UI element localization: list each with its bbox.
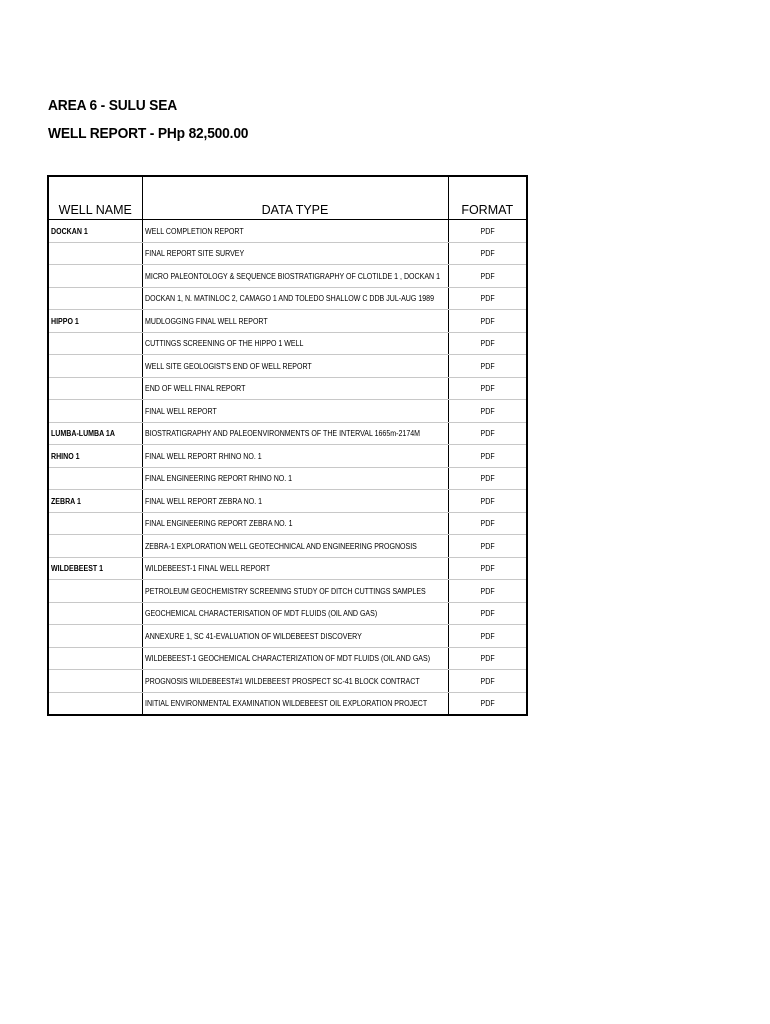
well-name-cell: DOCKAN 1 bbox=[48, 220, 142, 243]
data-type-cell: FINAL REPORT SITE SURVEY bbox=[142, 242, 448, 265]
data-type-cell: FINAL WELL REPORT bbox=[142, 400, 448, 423]
table-row bbox=[48, 445, 527, 468]
well-name-cell bbox=[48, 602, 142, 625]
format-cell: PDF bbox=[448, 557, 527, 580]
format-cell: PDF bbox=[448, 332, 527, 355]
table-row bbox=[48, 220, 527, 243]
table-row bbox=[48, 512, 527, 535]
table-row bbox=[48, 355, 527, 378]
format-cell: PDF bbox=[448, 355, 527, 378]
header-well-name: WELL NAME bbox=[48, 176, 142, 220]
data-type-cell: ZEBRA-1 EXPLORATION WELL GEOTECHNICAL AND ENGINEERING PROGNOSIS bbox=[142, 535, 448, 558]
table-body bbox=[48, 220, 527, 716]
data-type-cell: END OF WELL FINAL REPORT bbox=[142, 377, 448, 400]
data-type-cell: INITIAL ENVIRONMENTAL EXAMINATION WILDEBEEST OIL EXPLORATION PROJECT bbox=[142, 692, 448, 715]
format-cell: PDF bbox=[448, 535, 527, 558]
data-type-cell: WELL COMPLETION REPORT bbox=[142, 220, 448, 243]
well-name-cell bbox=[48, 265, 142, 288]
format-cell: PDF bbox=[448, 310, 527, 333]
format-cell: PDF bbox=[448, 422, 527, 445]
table-row bbox=[48, 265, 527, 288]
format-cell: PDF bbox=[448, 467, 527, 490]
format-cell: PDF bbox=[448, 265, 527, 288]
header-row bbox=[48, 176, 527, 220]
document-subtitle: WELL REPORT - PHp 82,500.00 bbox=[48, 125, 249, 142]
table-header bbox=[48, 176, 527, 220]
table-row bbox=[48, 670, 527, 693]
well-name-cell: LUMBA-LUMBA 1A bbox=[48, 422, 142, 445]
data-type-cell: GEOCHEMICAL CHARACTERISATION OF MDT FLUIDS (OIL AND GAS) bbox=[142, 602, 448, 625]
data-type-cell: BIOSTRATIGRAPHY AND PALEOENVIRONMENTS OF THE INTERVAL 1665m-2174M bbox=[142, 422, 448, 445]
format-cell: PDF bbox=[448, 377, 527, 400]
data-type-cell: PETROLEUM GEOCHEMISTRY SCREENING STUDY OF DITCH CUTTINGS SAMPLES bbox=[142, 580, 448, 603]
well-name-cell bbox=[48, 355, 142, 378]
table-row bbox=[48, 490, 527, 513]
data-type-cell: MICRO PALEONTOLOGY & SEQUENCE BIOSTRATIGRAPHY OF CLOTILDE 1 , DOCKAN 1 bbox=[142, 265, 448, 288]
well-name-cell bbox=[48, 242, 142, 265]
well-name-cell bbox=[48, 692, 142, 715]
well-name-cell: WILDEBEEST 1 bbox=[48, 557, 142, 580]
well-name-cell: HIPPO 1 bbox=[48, 310, 142, 333]
data-type-cell: FINAL ENGINEERING REPORT RHINO NO. 1 bbox=[142, 467, 448, 490]
data-type-cell: WILDEBEEST-1 FINAL WELL REPORT bbox=[142, 557, 448, 580]
table-row bbox=[48, 242, 527, 265]
data-type-cell: ANNEXURE 1, SC 41-EVALUATION OF WILDEBEEST DISCOVERY bbox=[142, 625, 448, 648]
format-cell: PDF bbox=[448, 625, 527, 648]
well-name-cell bbox=[48, 332, 142, 355]
format-cell: PDF bbox=[448, 445, 527, 468]
well-name-cell bbox=[48, 670, 142, 693]
well-name-cell: ZEBRA 1 bbox=[48, 490, 142, 513]
well-name-cell bbox=[48, 377, 142, 400]
well-report-table bbox=[47, 175, 528, 716]
data-type-cell: FINAL WELL REPORT ZEBRA NO. 1 bbox=[142, 490, 448, 513]
format-cell: PDF bbox=[448, 220, 527, 243]
data-type-cell: PROGNOSIS WILDEBEEST#1 WILDEBEEST PROSPECT SC-41 BLOCK CONTRACT bbox=[142, 670, 448, 693]
table-row bbox=[48, 377, 527, 400]
document-title: AREA 6 - SULU SEA bbox=[48, 97, 178, 114]
table-row bbox=[48, 400, 527, 423]
format-cell: PDF bbox=[448, 287, 527, 310]
data-type-cell: MUDLOGGING FINAL WELL REPORT bbox=[142, 310, 448, 333]
format-cell: PDF bbox=[448, 490, 527, 513]
well-name-cell bbox=[48, 647, 142, 670]
header-format: FORMAT bbox=[448, 176, 527, 220]
well-name-cell: RHINO 1 bbox=[48, 445, 142, 468]
format-cell: PDF bbox=[480, 698, 495, 709]
format-cell: PDF bbox=[448, 242, 527, 265]
well-name-cell bbox=[48, 467, 142, 490]
well-name-cell bbox=[48, 535, 142, 558]
table-row bbox=[48, 535, 527, 558]
table-row bbox=[48, 580, 527, 603]
data-type-cell: FINAL ENGINEERING REPORT ZEBRA NO. 1 bbox=[142, 512, 448, 535]
table-row bbox=[48, 602, 527, 625]
data-type-cell: FINAL WELL REPORT RHINO NO. 1 bbox=[142, 445, 448, 468]
table-row bbox=[48, 647, 527, 670]
well-name-cell bbox=[48, 400, 142, 423]
format-cell: PDF bbox=[448, 580, 527, 603]
format-cell: PDF bbox=[448, 670, 527, 693]
data-type-cell: CUTTINGS SCREENING OF THE HIPPO 1 WELL bbox=[142, 332, 448, 355]
well-name-cell bbox=[48, 580, 142, 603]
table-row bbox=[48, 692, 527, 715]
format-cell: PDF bbox=[448, 400, 527, 423]
data-type-cell: WILDEBEEST-1 GEOCHEMICAL CHARACTERIZATION OF MDT FLUIDS (OIL AND GAS) bbox=[142, 647, 448, 670]
table-row bbox=[48, 310, 527, 333]
well-name-cell bbox=[48, 512, 142, 535]
header-data-type: DATA TYPE bbox=[142, 176, 448, 220]
well-name-cell bbox=[48, 287, 142, 310]
table-row bbox=[48, 467, 527, 490]
data-type-cell: WELL SITE GEOLOGIST'S END OF WELL REPORT bbox=[142, 355, 448, 378]
table-row bbox=[48, 557, 527, 580]
table-row bbox=[48, 422, 527, 445]
well-name-cell bbox=[48, 625, 142, 648]
table-row bbox=[48, 332, 527, 355]
table-row bbox=[48, 625, 527, 648]
table-row bbox=[48, 287, 527, 310]
data-type-cell: DOCKAN 1, N. MATINLOC 2, CAMAGO 1 AND TOLEDO SHALLOW C DDB JUL-AUG 1989 bbox=[142, 287, 448, 310]
format-cell: PDF bbox=[448, 647, 527, 670]
format-cell: PDF bbox=[448, 602, 527, 625]
format-cell: PDF bbox=[448, 512, 527, 535]
